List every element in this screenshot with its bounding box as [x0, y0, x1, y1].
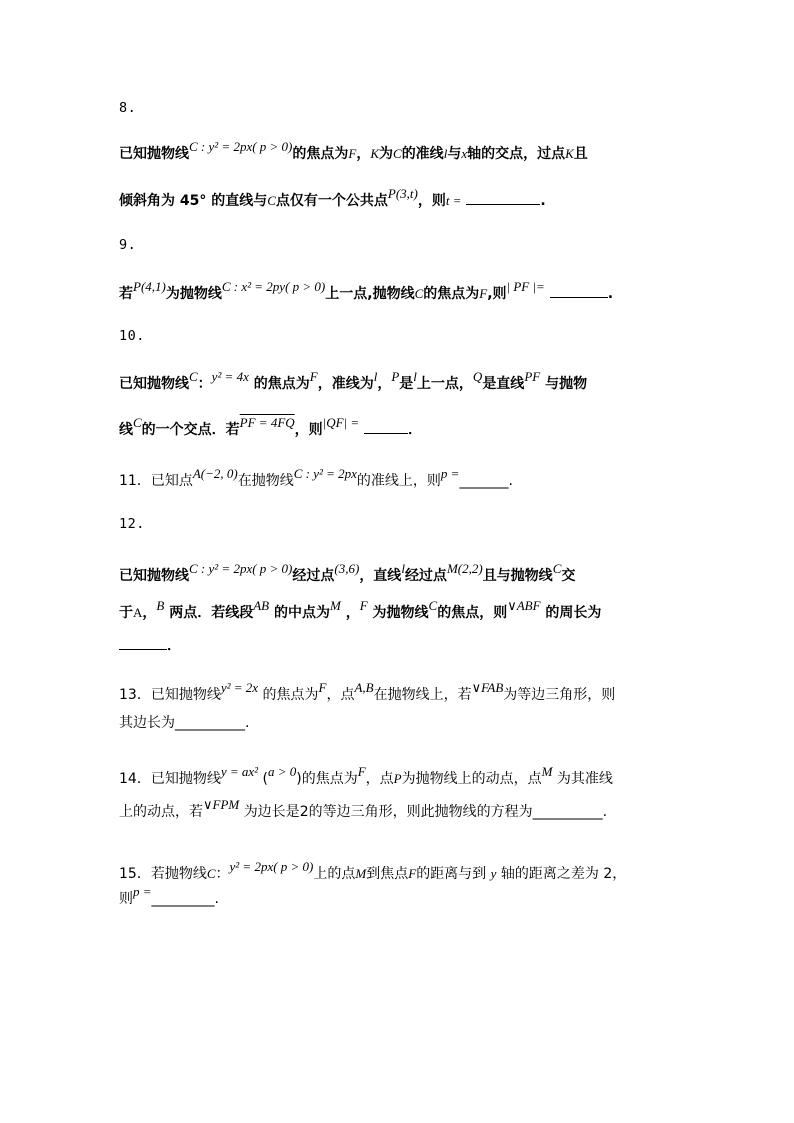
q12-text: 为抛物线	[372, 605, 429, 621]
q13-math: A,B	[354, 680, 374, 695]
q8-text: 为	[379, 146, 394, 162]
q8-text: 且	[573, 146, 588, 162]
q8-text: 倾斜角为 45° 的直线与	[119, 193, 268, 209]
q10-math: Q	[472, 369, 483, 384]
question-12-number: 12.	[119, 516, 145, 532]
q13-text: 其边长为	[119, 715, 175, 731]
q12-text: 经过点	[404, 568, 447, 584]
q9-text: ,则	[487, 286, 507, 302]
q15-text: 的距离与到	[416, 866, 487, 882]
q12-text: 两点．若线段	[169, 605, 254, 621]
q10-text: 的焦点为	[253, 376, 310, 392]
q15-math: y	[490, 866, 497, 881]
q12-math: C : y² = 2px( p > 0)	[189, 561, 293, 576]
q10-text: 与抛物	[545, 376, 588, 392]
q12-text: 交	[561, 568, 576, 584]
q15-text: 则	[119, 891, 133, 907]
q10-math: P	[391, 369, 400, 384]
question-8-line-2	[119, 186, 546, 211]
q12-text: 于	[119, 605, 133, 621]
q12-text: 且与抛物线	[482, 568, 553, 584]
q14-text: 上的动点，若	[119, 804, 203, 820]
q9-math: P(4,1)	[133, 279, 166, 294]
q8-text: 已知抛物线	[119, 146, 189, 162]
q12-math: C	[428, 598, 438, 613]
q10-text: ．	[408, 422, 423, 438]
question-11-line-1	[119, 466, 513, 491]
q14-math: M	[541, 764, 553, 779]
q10-math: F	[309, 369, 318, 384]
q14-text: 14．已知抛物线	[119, 771, 221, 787]
q12-math: B	[156, 598, 165, 613]
q10-text: 的一个交点．若	[141, 422, 240, 438]
q9-text: 上一点,抛物线	[325, 286, 415, 302]
q12-text: 的中点为	[273, 605, 330, 621]
q12-math: (3,6)	[334, 561, 360, 576]
q8-text: 轴的交点，过点	[467, 146, 566, 162]
q13-text: 的焦点为	[262, 687, 319, 703]
q8-text: 点仅有一个公共点	[275, 193, 388, 209]
q12-text: 的焦点，则	[437, 605, 508, 621]
q8-math: F	[348, 146, 357, 161]
q8-math: C : y² = 2px( p > 0)	[189, 139, 293, 154]
q8-math: K	[370, 146, 380, 161]
q12-math: ∨ABF	[507, 598, 541, 613]
q12-math: AB	[253, 598, 270, 613]
q9-math: C	[414, 286, 424, 301]
q9-text: 的焦点为	[423, 286, 480, 302]
q8-math: l	[443, 146, 448, 161]
q15-blank: _________.	[151, 891, 219, 907]
q14-text: 的等边三角形，则此抛物线的方程为	[308, 804, 533, 820]
q10-math: y² = 4x	[211, 369, 249, 384]
q12-text: ，	[142, 605, 157, 621]
q15-text: ：	[215, 866, 230, 882]
question-12-line-2	[119, 598, 602, 623]
q9-text: .	[607, 286, 614, 302]
q8-math: C	[393, 146, 402, 161]
question-14-line-1	[119, 764, 613, 789]
q15-text: 2，	[603, 866, 627, 882]
q15-text: 到焦点	[366, 866, 409, 882]
q13-text: 13．已知抛物线	[119, 687, 221, 703]
q14-text: 为其准线	[556, 771, 613, 787]
q11-text: 在抛物线	[237, 473, 294, 489]
q8-math: C	[267, 193, 276, 208]
q9-text: 为抛物线	[165, 286, 222, 302]
q14-text: ，点	[365, 771, 394, 787]
question-15-line-2	[119, 884, 219, 909]
q15-math: C	[206, 866, 216, 881]
q13-text: 在抛物线上，若	[373, 687, 472, 703]
q15-math: M	[355, 866, 367, 881]
q15-math: y² = 2px( p > 0)	[229, 859, 314, 874]
q9-answer-blank	[550, 283, 608, 298]
q14-text: 为抛物线上的动点，点	[401, 771, 542, 787]
q10-text: ，准线为	[317, 376, 374, 392]
q8-text: 的准线	[401, 146, 444, 162]
question-8-line-1	[119, 139, 588, 164]
q8-math: P(3,t)	[387, 186, 418, 201]
q12-text: ．	[167, 638, 181, 654]
q8-text: ，则	[417, 193, 446, 209]
q12-text: 的周长为	[545, 605, 602, 621]
q13-text: ，点	[326, 687, 355, 703]
q10-math: l	[413, 369, 417, 384]
q10-answer-blank	[364, 419, 408, 434]
q14-math: P	[393, 771, 402, 786]
q10-text: 是直线	[482, 376, 525, 392]
q10-math: |QF| =	[322, 415, 360, 430]
question-12-line-1	[119, 561, 576, 586]
q10-math: C	[133, 415, 142, 430]
q11-math: A(−2, 0)	[192, 466, 238, 481]
q12-text: ，	[345, 605, 360, 621]
q13-math: ∨FAB	[471, 680, 504, 695]
question-14-line-2	[119, 797, 608, 822]
q15-text: 轴的距离之差为	[500, 866, 599, 882]
q9-math: F	[479, 286, 488, 301]
q12-text: 经过点	[292, 568, 335, 584]
question-15-line-1	[119, 859, 627, 884]
q15-text: 上的点	[313, 866, 356, 882]
q8-text: 与	[447, 146, 462, 162]
q10-math: C	[189, 369, 198, 384]
question-9-number: 9.	[119, 237, 137, 253]
q9-math: C : x² = 2py( p > 0)	[221, 279, 326, 294]
question-12-line-3	[119, 635, 181, 656]
q13-blank: __________.	[175, 715, 250, 731]
q8-text: ，	[356, 146, 371, 162]
q14-blank: __________.	[532, 804, 608, 820]
q13-text: 为等边三角形，则	[503, 687, 616, 703]
q10-text: 是	[399, 376, 414, 392]
q14-text: (	[262, 771, 268, 787]
question-10-line-2	[119, 415, 423, 440]
q14-text: 为边长是	[243, 804, 300, 820]
q9-text: 若	[119, 286, 133, 302]
q12-text: 已知抛物线	[119, 568, 189, 584]
q10-text: 已知抛物线	[119, 376, 189, 392]
q11-math: C : y² = 2px	[293, 466, 357, 481]
q14-math: y = ax²	[220, 764, 259, 779]
q12-math: A	[133, 605, 143, 620]
q12-math: M(2,2)	[446, 561, 483, 576]
q10-text: ，	[377, 376, 392, 392]
q15-text: 15．若抛物线	[119, 866, 207, 882]
q12-answer-blank	[119, 635, 167, 650]
q10-math: PF	[524, 369, 541, 384]
question-13-line-2	[119, 713, 249, 733]
q12-math: M	[329, 598, 341, 613]
q14-text: 2	[299, 804, 309, 820]
q14-math: ∨FPM	[203, 797, 240, 812]
q12-math: l	[401, 561, 405, 576]
q13-math: y² = 2x	[220, 680, 259, 695]
q10-text: ：	[197, 376, 212, 392]
q14-math: F	[357, 764, 366, 779]
q12-text: ，直线	[359, 568, 402, 584]
q8-math: t =	[445, 193, 462, 208]
q12-math: C	[552, 561, 562, 576]
q15-math: p =	[133, 884, 152, 899]
q11-text: 11．已知点	[119, 473, 193, 489]
question-9-line-1	[119, 279, 614, 304]
q10-vector-math: PF = 4FQ	[239, 415, 295, 430]
q10-text: ，则	[294, 422, 323, 438]
q12-math: F	[359, 598, 368, 613]
q8-answer-blank	[466, 190, 540, 205]
q14-math: a > 0	[267, 764, 297, 779]
q9-math: | PF |=	[506, 279, 545, 294]
q10-text: 上一点，	[416, 376, 473, 392]
q8-math: K	[565, 146, 574, 161]
q8-math: x	[461, 146, 468, 161]
question-10-line-1	[119, 369, 588, 394]
question-13-line-1	[119, 680, 616, 705]
question-10-number: 10.	[119, 328, 145, 344]
q10-math: l	[373, 369, 378, 384]
q11-math: p =	[440, 466, 460, 481]
q11-blank: _______.	[459, 473, 513, 489]
question-8-number: 8.	[119, 100, 137, 116]
q15-math: F	[408, 866, 417, 881]
q11-text: 的准线上，则	[356, 473, 441, 489]
q14-text: )的焦点为	[296, 771, 358, 787]
q8-text: 的焦点为	[292, 146, 349, 162]
q10-text: 线	[119, 422, 133, 438]
q13-math: F	[318, 680, 327, 695]
q8-text: .	[540, 193, 546, 209]
